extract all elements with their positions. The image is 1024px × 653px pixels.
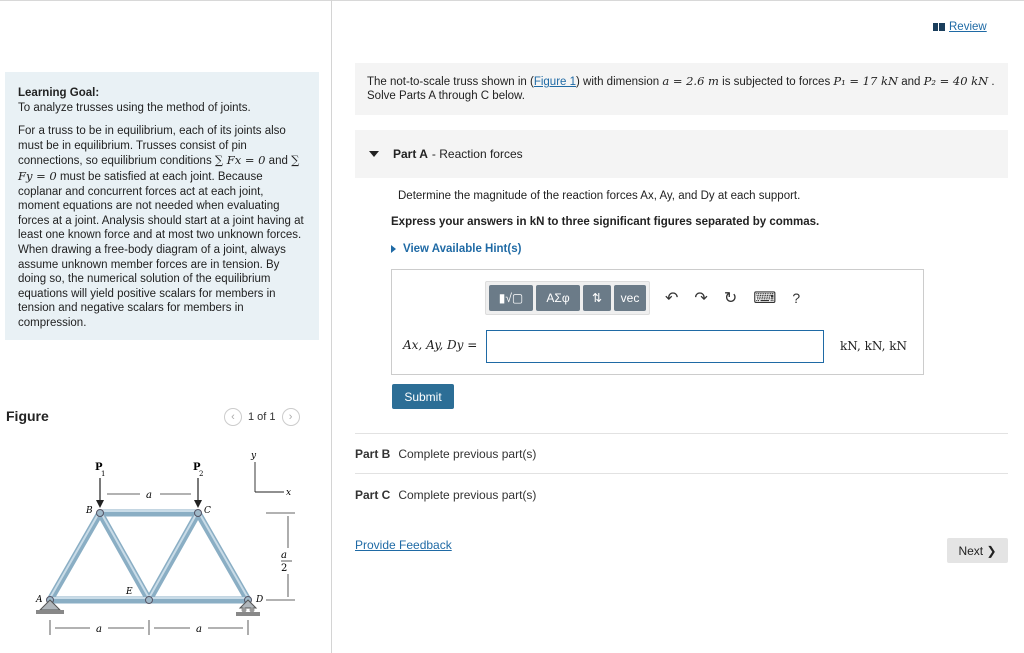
y-axis-label: y — [251, 451, 257, 461]
sum-fy-equation: ∑ Fy = 0 — [18, 153, 300, 183]
collapse-triangle-icon — [369, 151, 379, 157]
part-a-title: Reaction forces — [439, 147, 523, 161]
toolbar-icons — [665, 288, 800, 308]
next-figure-button[interactable]: › — [282, 408, 300, 426]
top-border — [0, 0, 1024, 1]
joint-b-label: B — [86, 506, 93, 516]
separator-1 — [355, 433, 1008, 434]
part-a-header[interactable] — [355, 130, 1008, 178]
truss-figure — [0, 440, 330, 645]
p2-label: P — [193, 462, 201, 473]
figure-title: Figure — [6, 408, 49, 424]
templates-button[interactable]: ▮√▢ — [489, 285, 533, 311]
intro-text-1: The not-to-scale truss shown in ( — [367, 76, 534, 88]
p1-value: P₁ = 17 kN — [833, 74, 899, 88]
review-label: Review — [949, 21, 987, 33]
submit-button[interactable]: Submit — [392, 384, 454, 409]
undo-icon[interactable]: ↶ — [665, 290, 679, 307]
expand-triangle-icon — [391, 245, 396, 253]
learning-goal-body — [18, 124, 307, 330]
part-b-label: Part B — [355, 447, 391, 461]
part-b-row[interactable] — [355, 447, 536, 461]
goal-text-1: For a truss to be in equilibrium, each of its joints also must be in equilibrium. Trusses consist of pin connections, so equilibrium conditions — [18, 125, 286, 168]
greek-symbols-button[interactable]: ΑΣφ — [536, 285, 580, 311]
arrows-button[interactable]: ⇅ — [583, 285, 611, 311]
answer-input[interactable] — [486, 330, 824, 363]
hint-label: View Available Hint(s) — [403, 243, 522, 255]
joint-e-label: E — [126, 587, 133, 597]
figure-pager — [224, 408, 300, 426]
figure-link[interactable]: Figure 1 — [533, 76, 577, 88]
provide-feedback-link[interactable]: Provide Feedback — [355, 538, 452, 552]
p1-label: P — [95, 462, 103, 473]
book-icon — [933, 23, 945, 31]
right-dim-den: 2 — [281, 563, 288, 574]
bottom-dim-a-1: a — [96, 624, 102, 635]
keyboard-icon[interactable]: ⌨ — [753, 290, 777, 307]
answer-units: kN, kN, kN — [840, 339, 908, 353]
intro-text-2: ) with dimension — [576, 76, 663, 88]
part-c-status: Complete previous part(s) — [398, 488, 537, 502]
p1-sub: 1 — [101, 470, 106, 478]
part-a-instructions: Express your answers in kN to three significant figures separated by commas. — [391, 216, 820, 228]
joint-d-label: D — [256, 595, 264, 605]
panel-divider — [331, 0, 332, 653]
sum-fx-equation: ∑ Fx = 0 — [214, 153, 266, 168]
separator-2 — [355, 473, 1008, 474]
part-a-sep: - — [431, 147, 436, 161]
learning-goal-title: Learning Goal: — [18, 87, 100, 99]
joint-c-label: C — [204, 506, 211, 516]
x-axis-label: x — [286, 488, 292, 498]
learning-goal-line: To analyze trusses using the method of joints. — [18, 101, 251, 114]
goal-text-2: must be satisfied at each joint. Because coplanar and concurrent forces act at each joint, moment equations are not needed when evaluating forces at a joint. Analysis should start at a joint having at least one known force and at most two unknown forces. When drawing a free-body diagram of a joint, always assume unknown member forces are in tension. By doing so, the numerical solution of the equilibrium equations will yield positive scalars for members in tension and negative scalars for members in compression. — [18, 170, 304, 329]
vector-button[interactable]: vec — [614, 285, 646, 311]
top-dim-a: a — [146, 490, 152, 501]
part-a-label: Part A — [393, 147, 428, 161]
math-toolbar — [485, 281, 800, 315]
p2-sub: 2 — [199, 470, 204, 478]
learning-goal-box — [5, 72, 319, 340]
next-button[interactable]: Next ❯ — [947, 538, 1008, 563]
truss-members — [50, 513, 248, 600]
view-hints-link[interactable] — [391, 243, 521, 255]
p1-arrow-head — [96, 500, 104, 508]
coordinate-axes — [255, 462, 284, 492]
help-icon[interactable]: ? — [792, 290, 801, 306]
p2-value: P₂ = 40 kN — [923, 74, 989, 88]
reset-icon[interactable]: ↻ — [723, 290, 738, 307]
part-c-label: Part C — [355, 488, 391, 502]
redo-icon[interactable]: ↷ — [694, 290, 708, 307]
review-link[interactable] — [933, 21, 987, 33]
right-dim-num: a — [281, 550, 287, 561]
part-b-status: Complete previous part(s) — [398, 447, 537, 461]
toolbar-button-group — [485, 281, 650, 315]
problem-intro — [355, 63, 1008, 115]
answer-label: Ax, Ay, Dy = — [403, 338, 478, 352]
intro-text-3: is subjected to forces — [718, 76, 834, 88]
bottom-dim-a-2: a — [196, 624, 202, 635]
goal-and: and — [265, 155, 292, 168]
intro-text-5: . Solve Parts A through C below. — [367, 76, 995, 102]
intro-text-4: and — [898, 76, 924, 88]
joint-a-label: A — [36, 595, 43, 605]
prev-figure-button[interactable]: ‹ — [224, 408, 242, 426]
bottom-dimension-line — [50, 620, 248, 635]
dimension-value: a = 2.6 m — [662, 74, 719, 88]
part-c-row[interactable] — [355, 488, 536, 502]
p2-arrow-head — [194, 500, 202, 508]
part-a-question: Determine the magnitude of the reaction forces Ax, Ay, and Dy at each support. — [398, 190, 801, 202]
pager-text: 1 of 1 — [248, 411, 276, 423]
